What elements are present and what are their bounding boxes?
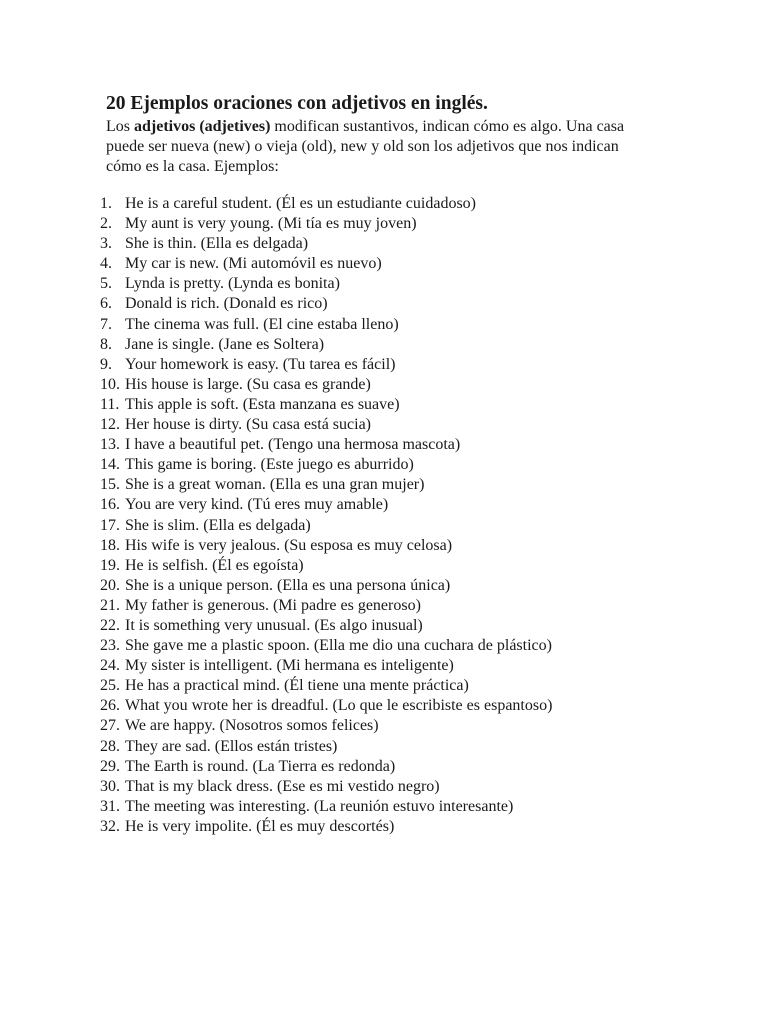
- list-item-number: 26.: [100, 697, 120, 715]
- list-item: [100, 797, 552, 817]
- list-item-text: This apple is soft. (Esta manzana es suave): [125, 395, 400, 413]
- list-item-number: 30.: [100, 777, 120, 795]
- list-item-number: 29.: [100, 757, 120, 775]
- list-item-text: Her house is dirty. (Su casa está sucia): [125, 416, 371, 434]
- list-item-number: 12.: [100, 416, 120, 434]
- list-item-text: Your homework is easy. (Tu tarea es fácil): [125, 355, 396, 373]
- list-item-text: My sister is intelligent. (Mi hermana es inteligente): [125, 657, 454, 675]
- list-item-text: My car is new. (Mi automóvil es nuevo): [125, 255, 382, 273]
- list-item-text: The cinema was full. (El cine estaba lleno): [125, 315, 399, 333]
- list-item: [100, 616, 552, 636]
- list-item-number: 3.: [100, 235, 112, 253]
- intro-bold-term: adjetivos (adjetives): [134, 118, 271, 135]
- list-item-number: 20.: [100, 576, 120, 594]
- list-item-number: 17.: [100, 516, 120, 534]
- list-item: [100, 274, 552, 294]
- list-item: [100, 777, 552, 797]
- list-item: [100, 596, 552, 616]
- list-item: [100, 475, 552, 495]
- list-item: [100, 395, 552, 415]
- list-item-text: What you wrote her is dreadful. (Lo que le escribiste es espantoso): [125, 697, 553, 715]
- list-item: [100, 495, 552, 515]
- list-item-text: That is my black dress. (Ese es mi vestido negro): [125, 777, 440, 795]
- list-item: [100, 676, 552, 696]
- list-item-number: 31.: [100, 797, 120, 815]
- list-item-text: It is something very unusual. (Es algo inusual): [125, 616, 423, 634]
- list-item: [100, 716, 552, 736]
- list-item-text: The Earth is round. (La Tierra es redonda): [125, 757, 396, 775]
- list-item-number: 8.: [100, 335, 112, 353]
- list-item: [100, 315, 552, 335]
- list-item-text: He has a practical mind. (Él tiene una mente práctica): [125, 677, 469, 695]
- list-item: [100, 817, 552, 837]
- list-item: [100, 656, 552, 676]
- list-item-number: 22.: [100, 616, 120, 634]
- list-item-number: 9.: [100, 355, 112, 373]
- list-item-text: His house is large. (Su casa es grande): [125, 375, 371, 393]
- list-item-text: He is a careful student. (Él es un estudiante cuidadoso): [125, 195, 476, 212]
- list-item-text: She gave me a plastic spoon. (Ella me dio una cuchara de plástico): [125, 637, 552, 655]
- list-item: [100, 516, 552, 536]
- list-item-number: 2.: [100, 215, 112, 233]
- list-item-number: 18.: [100, 536, 120, 554]
- list-item-number: 4.: [100, 255, 112, 273]
- intro-line-2: puede ser nueva (new) o vieja (old), new y old son los adjetivos que nos indican: [106, 138, 619, 155]
- list-item: [100, 576, 552, 596]
- list-item-text: She is slim. (Ella es delgada): [125, 516, 311, 534]
- list-item: [100, 696, 552, 716]
- list-item-text: She is thin. (Ella es delgada): [125, 235, 309, 253]
- list-item-number: 24.: [100, 657, 120, 675]
- list-item-number: 14.: [100, 456, 120, 474]
- list-item-text: Donald is rich. (Donald es rico): [125, 295, 328, 313]
- document-title: 20 Ejemplos oraciones con adjetivos en inglés.: [106, 93, 488, 114]
- list-item-text: Lynda is pretty. (Lynda es bonita): [125, 275, 340, 293]
- list-item-number: 1.: [100, 195, 112, 212]
- intro-paragraph: [106, 117, 686, 177]
- list-item-number: 15.: [100, 476, 120, 494]
- list-item-number: 23.: [100, 637, 120, 655]
- list-item-text: His wife is very jealous. (Su esposa es muy celosa): [125, 536, 453, 554]
- list-item: [100, 435, 552, 455]
- list-item: [100, 455, 552, 475]
- list-item-text: Jane is single. (Jane es Soltera): [125, 335, 325, 353]
- list-item-number: 10.: [100, 375, 120, 393]
- list-item-text: I have a beautiful pet. (Tengo una hermosa mascota): [125, 436, 461, 454]
- intro-line-1: [106, 117, 686, 137]
- list-item-text: This game is boring. (Este juego es aburrido): [125, 456, 414, 474]
- list-item-number: 21.: [100, 596, 120, 614]
- list-item-number: 7.: [100, 315, 112, 333]
- list-item-number: 32.: [100, 817, 120, 835]
- intro-line-3: cómo es la casa. Ejemplos:: [106, 158, 279, 175]
- list-item: [100, 254, 552, 274]
- list-item: [100, 556, 552, 576]
- intro-line-1-rest: modifican sustantivos, indican cómo es algo. Una casa: [270, 118, 625, 135]
- list-item: [100, 757, 552, 777]
- intro-prefix: Los: [106, 118, 134, 135]
- list-item-number: 11.: [100, 395, 120, 413]
- list-item-text: The meeting was interesting. (La reunión estuvo interesante): [125, 797, 514, 815]
- list-item: [100, 636, 552, 656]
- list-item: [100, 234, 552, 254]
- list-item-text: She is a great woman. (Ella es una gran mujer): [125, 476, 425, 494]
- list-item: [100, 375, 552, 395]
- list-item-text: You are very kind. (Tú eres muy amable): [125, 496, 389, 514]
- list-item-text: He is very impolite. (Él es muy descortés): [125, 817, 395, 835]
- list-item-number: 25.: [100, 677, 120, 695]
- list-item-text: He is selfish. (Él es egoísta): [125, 556, 304, 574]
- list-item: [100, 415, 552, 435]
- list-item-text: We are happy. (Nosotros somos felices): [125, 717, 379, 735]
- list-item: [100, 335, 552, 355]
- list-item-text: She is a unique person. (Ella es una persona única): [125, 576, 451, 594]
- list-item: [100, 737, 552, 757]
- list-item-number: 13.: [100, 436, 120, 454]
- list-item: [100, 194, 552, 214]
- list-item-text: My father is generous. (Mi padre es generoso): [125, 596, 421, 614]
- examples-list: [100, 194, 552, 837]
- list-item: [100, 294, 552, 314]
- list-item: [100, 536, 552, 556]
- list-item-number: 19.: [100, 556, 120, 574]
- list-item-text: They are sad. (Ellos están tristes): [125, 737, 338, 755]
- list-item-number: 5.: [100, 275, 112, 293]
- list-item-number: 28.: [100, 737, 120, 755]
- list-item-number: 6.: [100, 295, 112, 313]
- list-item-text: My aunt is very young. (Mi tía es muy joven): [125, 215, 417, 233]
- list-item-number: 27.: [100, 717, 120, 735]
- list-item: [100, 214, 552, 234]
- list-item: [100, 355, 552, 375]
- list-item-number: 16.: [100, 496, 120, 514]
